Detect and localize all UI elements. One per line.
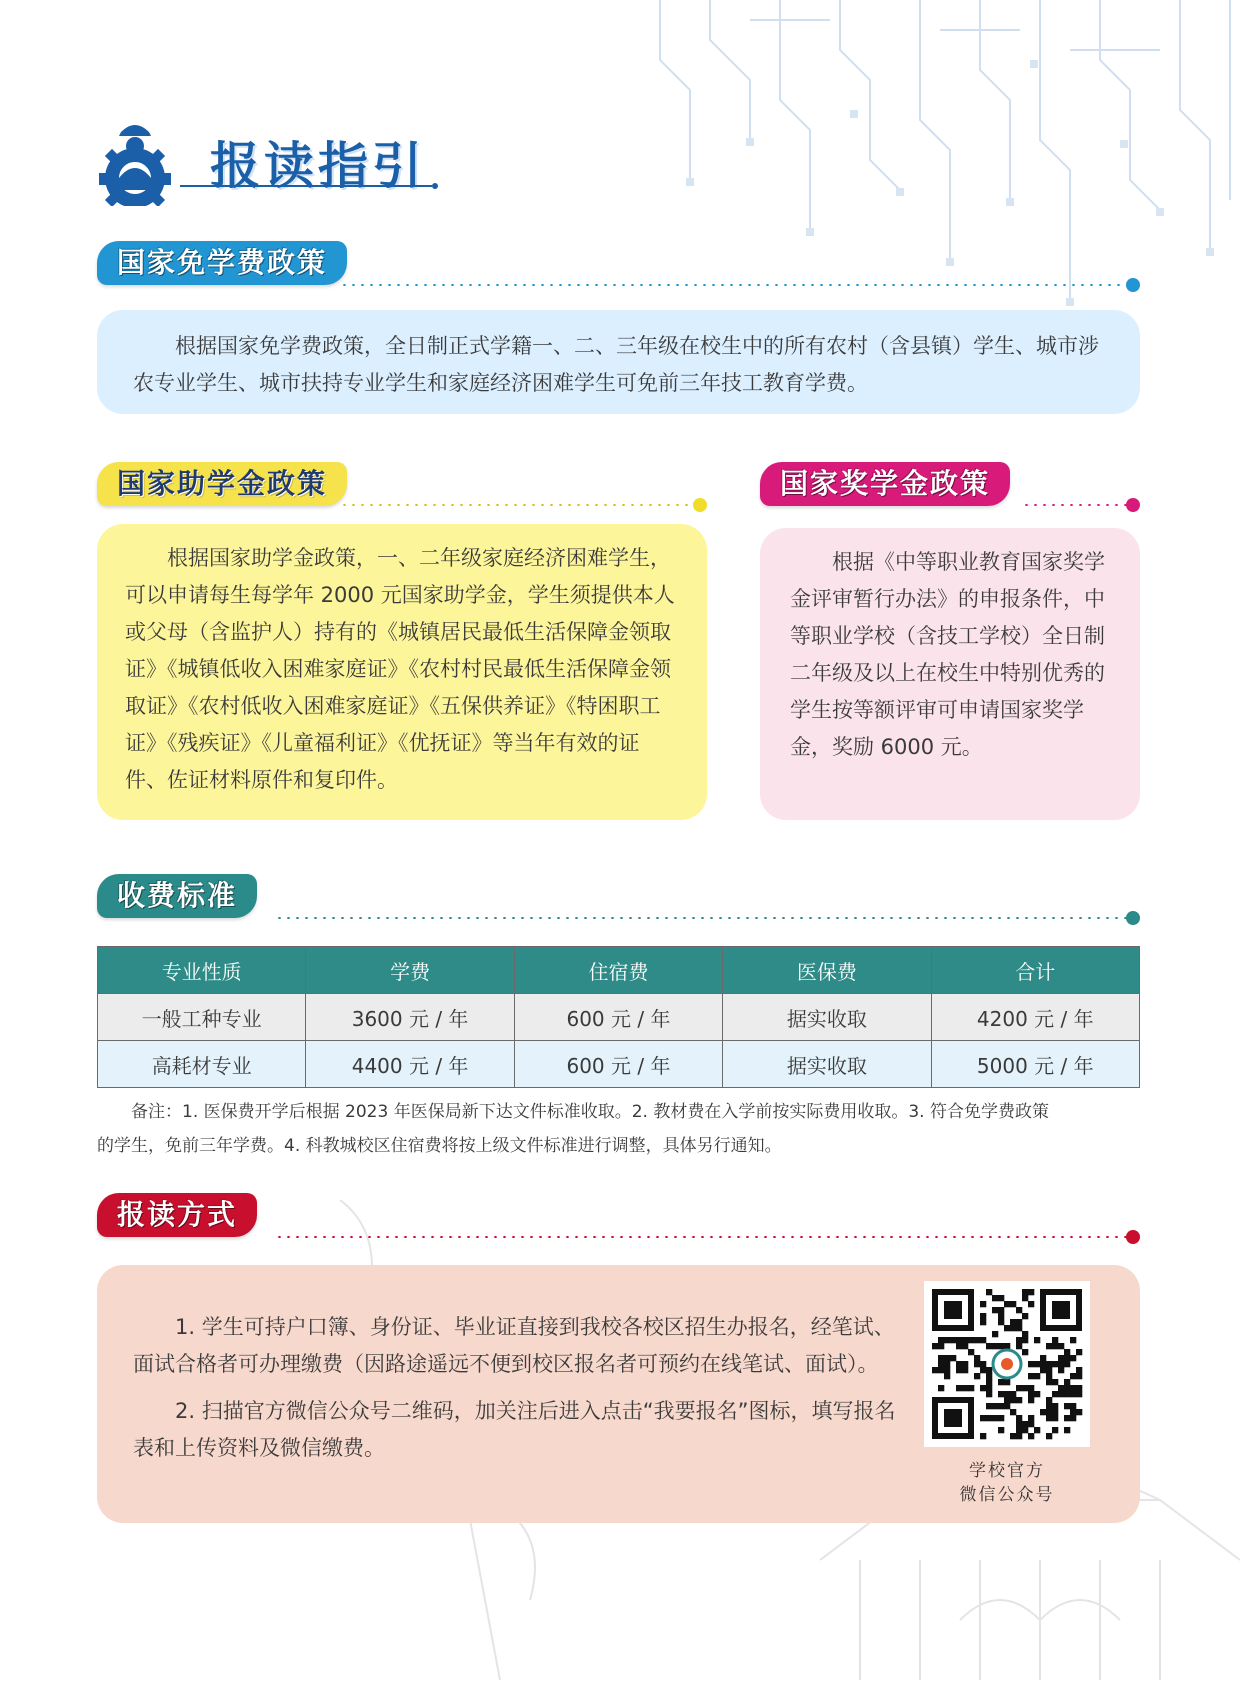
divider-dot: [693, 498, 707, 512]
divider: [1022, 504, 1130, 506]
gear-worker-icon: [95, 118, 175, 206]
table-cell: 4200 元 / 年: [931, 994, 1139, 1041]
free-tuition-text: 根据国家免学费政策，全日制正式学籍一、二、三年级在校生中的所有农村（含县镇）学生、城市涉农专业学生、城市扶持专业学生和家庭经济困难学生可免前三年技工教育学费。: [133, 334, 1099, 395]
apply-tag: 报读方式: [97, 1193, 257, 1237]
table-header: 学费: [306, 947, 514, 994]
divider-dot: [1126, 498, 1140, 512]
scholarship-tag: 国家奖学金政策: [760, 462, 1010, 506]
table-header: 专业性质: [98, 947, 306, 994]
divider-dot: [1126, 278, 1140, 292]
table-header: 合计: [931, 947, 1139, 994]
table-cell: 高耗材专业: [98, 1041, 306, 1088]
scholarship-box: [760, 528, 1140, 820]
divider-dot: [1126, 911, 1140, 925]
qr-code[interactable]: [924, 1281, 1090, 1447]
table-cell: 4400 元 / 年: [306, 1041, 514, 1088]
apply-text: [133, 1309, 903, 1467]
table-header: 医保费: [723, 947, 931, 994]
table-cell: 据实收取: [723, 1041, 931, 1088]
table-cell: 3600 元 / 年: [306, 994, 514, 1041]
table-cell: 600 元 / 年: [514, 994, 722, 1041]
fees-note-line-1-text: 备注：1. 医保费开学后根据 2023 年医保局新下达文件标准收取。2. 教材费在入学前按实际费用收取。3. 符合免学费政策: [131, 1102, 1049, 1122]
title-underline: [180, 183, 440, 189]
fees-note-line-2: 的学生，免前三年学费。4. 科教城校区住宿费将按上级文件标准进行调整，具体另行通知。: [97, 1136, 782, 1156]
qr-caption-line-2: 微信公众号: [959, 1485, 1055, 1505]
grant-text: 根据国家助学金政策，一、二年级家庭经济困难学生，可以申请每生每学年 2000 元国家助学金，学生须提供本人或父母（含监护人）持有的《城镇居民最低生活保障金领取证》《城镇低收入困难家庭证》《农村村民最低生活保障金领取证》《农村低收入困难家庭证》《五保供养证》《特困职工证》《残疾证》《儿童福利证》《优抚证》等当年有效的证件、佐证材料原件和复印件。: [125, 546, 675, 792]
divider: [275, 1236, 1130, 1238]
table-header-row: [98, 947, 1140, 994]
table-row: [98, 994, 1140, 1041]
free-tuition-tag: 国家免学费政策: [97, 241, 347, 285]
fees-note: [97, 1095, 1147, 1163]
divider: [340, 504, 696, 506]
apply-item-2: 2. 扫描官方微信公众号二维码，加关注后进入点击“我要报名”图标，填写报名表和上传资料及微信缴费。: [133, 1399, 896, 1460]
page-title: 报读指引: [210, 137, 426, 195]
qr-caption-line-1: 学校官方: [969, 1461, 1045, 1481]
divider-dot: [1126, 1230, 1140, 1244]
fees-tag: 收费标准: [97, 874, 257, 918]
circuit-background: [600, 0, 1240, 330]
qr-code-image: [924, 1281, 1090, 1447]
table-cell: 据实收取: [723, 994, 931, 1041]
table-cell: 600 元 / 年: [514, 1041, 722, 1088]
apply-item-1: 1. 学生可持户口簿、身份证、毕业证直接到我校各校区招生办报名，经笔试、面试合格者可办理缴费（因路途遥远不便到校区报名者可预约在线笔试、面试）。: [133, 1315, 895, 1376]
table-row: [98, 1041, 1140, 1088]
divider: [340, 284, 1130, 286]
free-tuition-box: [97, 310, 1140, 414]
table-cell: 一般工种专业: [98, 994, 306, 1041]
divider: [275, 917, 1130, 919]
table-cell: 5000 元 / 年: [931, 1041, 1139, 1088]
fees-note-line-1: [97, 1095, 1147, 1129]
scholarship-text: 根据《中等职业教育国家奖学金评审暂行办法》的申报条件，中等职业学校（含技工学校）全日制二年级及以上在校生中特别优秀的学生按等额评审可申请国家奖学金，奖励 6000 元。: [790, 550, 1105, 759]
fees-table: [97, 946, 1140, 1088]
table-header: 住宿费: [514, 947, 722, 994]
grant-box: [97, 524, 707, 820]
qr-caption: [924, 1459, 1090, 1507]
grant-tag: 国家助学金政策: [97, 462, 347, 506]
